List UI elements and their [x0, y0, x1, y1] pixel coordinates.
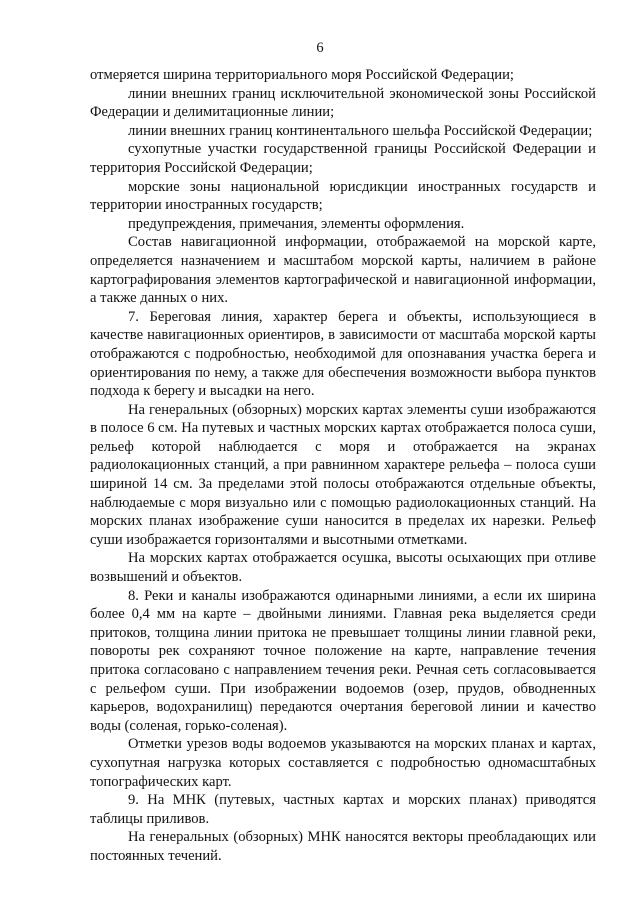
paragraph: На морских картах отображается осушка, высоты осыхающих при отливе возвышений и объектов.: [90, 550, 596, 586]
paragraph: 7. Береговая линия, характер берега и объекты, использующиеся в качестве навигационных ориентиров, в зависимости от масштаба морской карты отображаются с подробностью, необходимой для опознавания участка берега и ориентирования по нему, а также для обеспечения возможности выбора пунктов подхода к берегу и высадки на него.: [90, 308, 596, 400]
paragraph: На генеральных (обзорных) морских картах элементы суши изображаются в полосе 6 см. На путевых и частных морских картах отображается полоса суши, рельеф которой наблюдается с моря и отображается на экранах радиолокационных станций, а при равнинном характере рельефа – полоса суши шириной 14 см. За пределами этой полосы отображаются отдельные объекты, наблюдаемые с моря визуально или с помощью радиолокационных станций. На морских планах изображение суши наносится в пределах их нарезки. Рельеф суши изображается горизонталями и высотными отметками.: [90, 401, 596, 548]
paragraph: Отметки урезов воды водоемов указываются на морских планах и картах, сухопутная нагрузка которых составляется с подробностью одномасштабных топографических карт.: [90, 736, 596, 790]
paragraph: отмеряется ширина территориального моря Российской Федерации;: [90, 67, 514, 83]
paragraph: На генеральных (обзорных) МНК наносятся векторы преобладающих или постоянных течений.: [90, 829, 596, 864]
paragraph: Состав навигационной информации, отображаемой на морской карте, определяется назначением и масштабом морской карты, наличием в районе картографирования элементов картографической и навигационной информации, а также данных о них.: [90, 234, 596, 307]
document-body: [90, 66, 596, 866]
paragraph: линии внешних границ исключительной экономической зоны Российской Федерации и делимитационные линии;: [90, 85, 596, 121]
paragraph: 9. На МНК (путевых, частных картах и морских планах) приводятся таблицы приливов.: [90, 792, 596, 827]
paragraph: морские зоны национальной юрисдикции иностранных государств и территории иностранных государств;: [90, 178, 596, 214]
paragraph: предупреждения, примечания, элементы оформления.: [128, 215, 465, 232]
paragraph: сухопутные участки государственной границы Российской Федерации и территория Российской Федерации;: [90, 141, 596, 176]
paragraph: линии внешних границ континентального шельфа Российской Федерации;: [128, 122, 593, 139]
page-number: 6: [316, 40, 324, 56]
paragraph: 8. Реки и каналы изображаются одинарными линиями, а если их ширина более 0,4 мм на карте – двойными линиями. Главная река выделяется среди притоков, толщина линии притока не превышает толщины линии главной реки, повороты рек сохраняют точное положение на карте, направление течения притока согласовано с направлением течения реки. Речная сеть согласовывается с рельефом суши. При изображении водоемов (озер, прудов, обводненных карьеров, водохранилищ) передаются очертания береговой линии и качество воды (соленая, горько-соленая).: [90, 587, 596, 734]
